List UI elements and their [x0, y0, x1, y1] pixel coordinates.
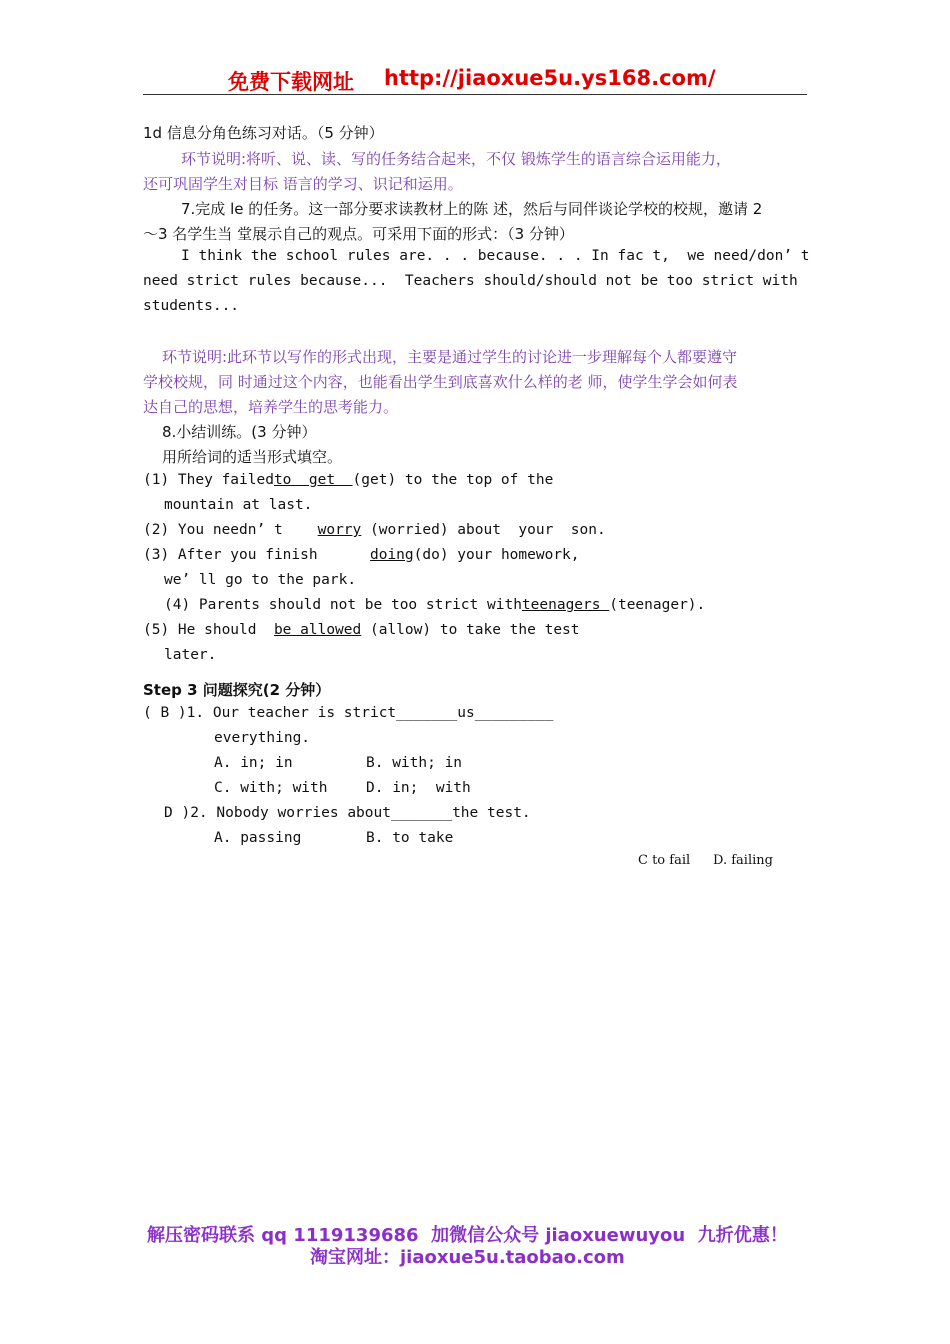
step-3-title: Step 3 问题探究(2 分钟） [143, 681, 331, 699]
note-2-line-b: 学校校规，同 时通过这个内容，也能看出学生到底喜欢什么样的老 师，使学生学会如何表 [143, 373, 738, 391]
header-divider [143, 94, 807, 95]
mc-question-1-cont: everything. [214, 730, 311, 746]
mc-2-option-a: A. passing [214, 830, 302, 846]
example-line-1: I think the school rules are. . . because. . . In fac t, we need/don’ t [181, 248, 810, 264]
question-4: (4) Parents should not be too strict withteenagers (teenager). [164, 597, 706, 613]
question-2: (2) You needn’ t worry (worried) about your son. [143, 522, 606, 538]
mc-1-option-c: C. with; with [214, 780, 328, 796]
header-label: 免费下载网址 [228, 70, 354, 94]
answer-2: worry [317, 522, 362, 538]
question-5-cont: later. [164, 647, 217, 663]
note-1-line-a: 环节说明:将听、说、读、写的任务结合起来，不仅 锻炼学生的语言综合运用能力， [181, 150, 731, 168]
note-2-line-a: 环节说明:此环节以写作的形式出现，主要是通过学生的讨论进一步理解每个人都要遵守 [162, 348, 738, 366]
line-1d: 1d 信息分角色练习对话。（5 分钟） [143, 124, 384, 142]
example-line-2: need strict rules because... Teachers should/should not be too strict with [143, 273, 798, 289]
mc-1-option-a: A. in; in [214, 755, 293, 771]
mc-1-option-b: B. with; in [366, 755, 463, 771]
footer-contact: 解压密码联系 qq 1119139686 加微信公众号 jiaoxuewuyou 九折优惠！ [147, 1225, 788, 1246]
example-line-3: students... [143, 298, 240, 314]
footer-shop-url[interactable]: 淘宝网址：jiaoxue5u.taobao.com [310, 1247, 625, 1268]
mc-2-option-d: D. failing [713, 853, 773, 868]
question-3: (3) After you finish doing(do) your homework, [143, 547, 580, 563]
task-7-line-a: 7.完成 le 的任务。这一部分要求读教材上的陈 述，然后与同伴谈论学校的校规，邀请 2 [181, 200, 763, 218]
note-1-line-b: 还可巩固学生对目标 语言的学习、识记和运用。 [143, 175, 463, 193]
mc-question-2: D )2. Nobody worries about_______the test. [164, 805, 531, 821]
answer-4: teenagers [521, 597, 610, 613]
mc-question-1: ( B )1. Our teacher is strict_______us_________ [143, 705, 554, 721]
mc-1-option-d: D. in; with [366, 780, 471, 796]
summary-title: 8.小结训练。(3 分钟） [162, 423, 317, 441]
question-5: (5) He should be allowed (allow) to take the test [143, 622, 580, 638]
answer-5: be allowed [273, 622, 362, 638]
header-url[interactable]: http://jiaoxue5u.ys168.com/ [384, 66, 716, 90]
question-1-cont: mountain at last. [164, 497, 313, 513]
mc-2-option-b: B. to take [366, 830, 454, 846]
note-2-line-c: 达自己的思想，培养学生的思考能力。 [143, 398, 399, 416]
question-3-cont: we’ ll go to the park. [164, 572, 357, 588]
answer-3: doing [369, 547, 414, 563]
mc-2-option-c: C to fail [638, 853, 691, 868]
question-1: (1) They failedto get (get) to the top of the [143, 472, 554, 488]
task-7-line-b: 〜3 名学生当 堂展示自己的观点。可采用下面的形式：（3 分钟） [143, 225, 574, 243]
answer-1: to get [273, 472, 353, 488]
summary-instruction: 用所给词的适当形式填空。 [162, 448, 343, 466]
